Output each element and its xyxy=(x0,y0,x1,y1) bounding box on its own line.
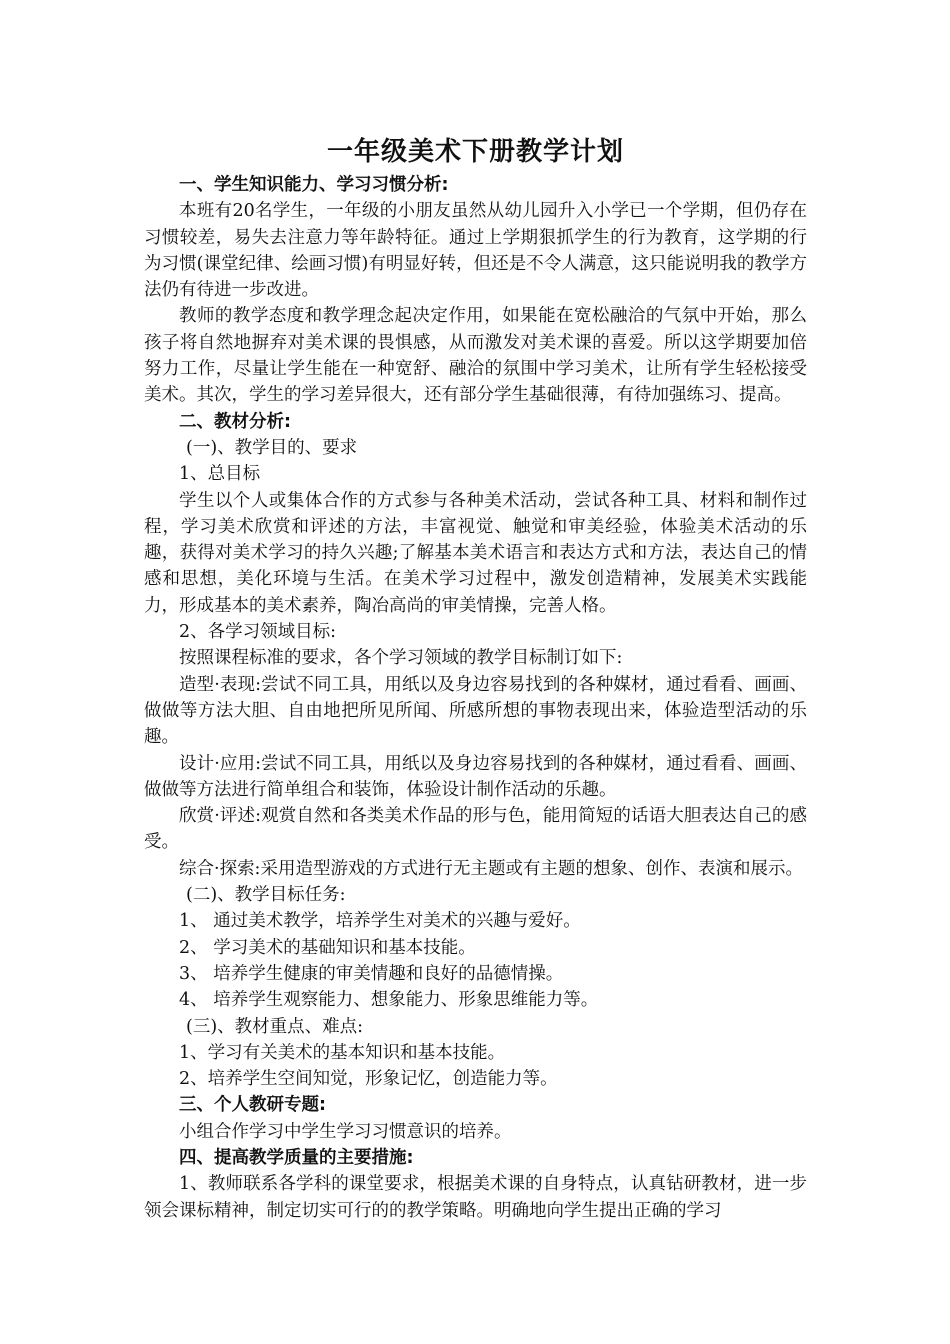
paragraph: 1、 通过美术教学，培养学生对美术的兴趣与爱好。 xyxy=(179,911,581,932)
paragraph: 小组合作学习中学生学习习惯意识的培养。 xyxy=(179,1121,512,1142)
paragraph: (二)、教学目标任务: xyxy=(186,885,346,906)
paragraph: 1、总目标 xyxy=(179,464,261,485)
paragraph: 学生以个人或集体合作的方式参与各种美术活动，尝试各种工具、材料和制作过程，学习美术欣赏和评述的方法，丰富视觉、触觉和审美经验，体验美术活动的乐趣，获得对美术学习的持久兴趣;了解基本美术语言和表达方式和方法，表达自己的情感和思想，美化环境与生活。在美术学习过程中，激发创造精神，发展美术实践能力，形成基本的美术素养，陶冶高尚的审美情操，完善人格。 xyxy=(144,490,807,616)
paragraph: 设计·应用:尝试不同工具，用纸以及身边容易找到的各种媒材，通过看看、画画、做做等方法进行简单组合和装饰，体验设计制作活动的乐趣。 xyxy=(144,753,807,800)
paragraph: 1、教师联系各学科的课堂要求，根据美术课的自身特点，认真钻研教材，进一步领会课标精神，制定切实可行的的教学策略。明确地向学生提出正确的学习 xyxy=(144,1174,807,1221)
paragraph: 1、学习有关美术的基本知识和基本技能。 xyxy=(179,1042,506,1063)
paragraph: 欣赏·评述:观赏自然和各类美术作品的形与色，能用简短的话语大胆表达自己的感受。 xyxy=(144,806,807,853)
paragraph: (一)、教学目的、要求 xyxy=(186,437,358,458)
section-heading: 三、个人教研专题: xyxy=(179,1095,326,1116)
paragraph: 2、各学习领域目标: xyxy=(179,622,337,643)
paragraph: 本班有20名学生，一年级的小朋友虽然从幼儿园升入小学已一个学期，但仍存在习惯较差，易失去注意力等年龄特征。通过上学期狠抓学生的行为教育，这学期的行为习惯(课堂纪律、绘画习惯)有明显好转，但还是不令人满意，这只能说明我的教学方法仍有待进一步改进。 xyxy=(144,201,807,301)
paragraph: 教师的教学态度和教学理念起决定作用，如果能在宽松融洽的气氛中开始，那么孩子将自然地摒弃对美术课的畏惧感，从而激发对美术课的喜爱。所以这学期要加倍努力工作，尽量让学生能在一种宽舒、融洽的氛围中学习美术，让所有学生轻松接受美术。其次，学生的学习差异很大，还有部分学生基础很薄，有待加强练习、提高。 xyxy=(144,306,807,406)
paragraph: (三)、教材重点、难点: xyxy=(186,1016,364,1037)
paragraph: 按照课程标准的要求，各个学习领域的教学目标制订如下: xyxy=(179,648,623,669)
section-heading: 四、提高教学质量的主要措施: xyxy=(179,1147,414,1168)
paragraph: 3、 培养学生健康的审美情趣和良好的品德情操。 xyxy=(179,963,564,984)
paragraph: 4、 培养学生观察能力、想象能力、形象思维能力等。 xyxy=(179,990,599,1011)
paragraph: 造型·表现:尝试不同工具，用纸以及身边容易找到的各种媒材，通过看看、画画、做做等方法大胆、自由地把所见所闻、所感所想的事物表现出来，体验造型活动的乐趣。 xyxy=(144,674,807,748)
paragraph: 2、 学习美术的基础知识和基本技能。 xyxy=(179,937,476,958)
document-page xyxy=(144,132,807,1224)
section-heading: 二、教材分析: xyxy=(179,411,291,432)
paragraph: 综合·探索:采用造型游戏的方式进行无主题或有主题的想象、创作、表演和展示。 xyxy=(179,858,803,879)
document-body xyxy=(144,172,807,1224)
document-title: 一年级美术下册教学计划 xyxy=(326,137,624,167)
section-heading: 一、学生知识能力、学习习惯分析: xyxy=(179,175,449,195)
paragraph: 2、培养学生空间知觉，形象记忆，创造能力等。 xyxy=(179,1069,558,1090)
